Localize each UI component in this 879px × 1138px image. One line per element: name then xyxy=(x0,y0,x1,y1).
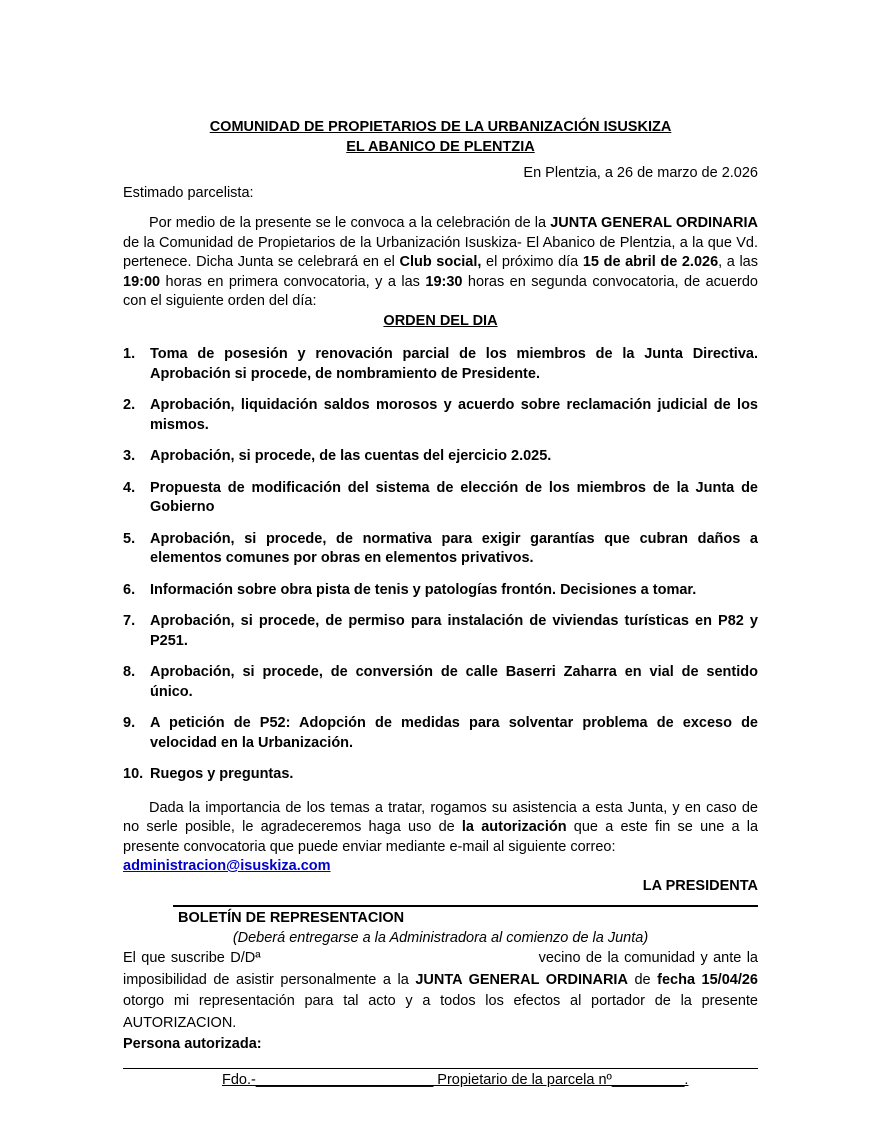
agenda-item-number: 2. xyxy=(123,397,136,413)
second-call-time: 19:30 xyxy=(425,273,463,290)
agenda-item-number: 8. xyxy=(123,664,136,680)
agenda-item-number: 1. xyxy=(123,346,136,362)
agenda-item-6 xyxy=(123,581,758,601)
agenda-item-4 xyxy=(123,479,758,518)
agenda-item-5 xyxy=(123,530,758,569)
agenda-item-text: Toma de posesión y renovación parcial de los miembros de la Junta Directiva. Aprobación si procede, de nombramiento de Presidente. xyxy=(150,346,758,382)
club-social-text: Club social, xyxy=(399,254,482,270)
agenda-item-number: 4. xyxy=(123,479,136,496)
intro-text: , a las xyxy=(718,254,758,270)
agenda-item-7 xyxy=(123,612,758,651)
agenda-item-number: 10. xyxy=(123,766,144,782)
intro-text: horas en segunda convocatoria, de acuerdo con el siguiente orden del día: xyxy=(123,273,758,309)
junta-general-ordinaria-text: JUNTA GENERAL ORDINARIA xyxy=(415,971,628,988)
boletin-text: otorgo mi representación para tal acto y a todos los efectos al portador de la presente AUTORIZACION. xyxy=(123,993,758,1031)
salutation: Estimado parcelista: xyxy=(123,184,254,201)
agenda-item-text: Información sobre obra pista de tenis y patologías frontón. Decisiones a tomar. xyxy=(150,581,697,598)
email-link[interactable]: administracion@isuskiza.com xyxy=(123,858,331,874)
closing-text: que a este fin se une a la presente convocatoria que puede enviar mediante e-mail al siguiente correo: xyxy=(123,819,759,855)
boletin-title: BOLETÍN DE REPRESENTACION xyxy=(178,910,405,926)
meeting-date-text: 15 de abril de 2.026 xyxy=(582,254,719,270)
boletin-text: vecino de la comunidad y ante la imposibilidad de asistir personalmente a la xyxy=(123,950,758,988)
agenda-item-number: 5. xyxy=(123,530,136,547)
agenda-list xyxy=(123,345,758,785)
intro-text: horas en primera convocatoria, y a las xyxy=(160,273,426,290)
agenda-item-10 xyxy=(123,765,758,785)
agenda-item-number: 7. xyxy=(123,613,136,629)
closing-text: Dada la importancia de los temas a tratar, rogamos su asistencia a esta Junta, y en caso de no serle posible, le agradeceremos haga uso de xyxy=(123,799,758,835)
intro-text: de la Comunidad de Propietarios de la Urbanización Isuskiza- El Abanico de Plentzia, a la que Vd. pertenece. Dicha Junta se celebrará en el xyxy=(123,234,758,270)
agenda-item-number: 9. xyxy=(123,715,136,731)
intro-text: el próximo día xyxy=(481,254,583,270)
agenda-item-number: 3. xyxy=(123,448,136,464)
boletin-body-paragraph xyxy=(123,948,758,1034)
agenda-title: ORDEN DEL DIA xyxy=(383,312,498,329)
autorizacion-text: la autorización xyxy=(461,819,567,835)
email-line xyxy=(123,857,758,877)
agenda-item-text: Aprobación, si procede, de las cuentas del ejercicio 2.025. xyxy=(150,448,552,464)
first-call-time: 19:00 xyxy=(123,273,161,290)
persona-autorizada-label: Persona autorizada: xyxy=(123,1036,262,1052)
intro-text: Por medio de la presente se le convoca a la celebración de la xyxy=(149,215,551,231)
agenda-item-2 xyxy=(123,396,758,435)
fdo-signature-line: Fdo.-______________________ Propietario de la parcela nº_________. xyxy=(222,1071,689,1088)
president-signature-label: LA PRESIDENTA xyxy=(642,877,758,894)
fecha-text: fecha 15/04/26 xyxy=(657,971,759,988)
agenda-item-text: Aprobación, si procede, de conversión de calle Baserri Zaharra en vial de sentido único. xyxy=(150,664,758,700)
date-line: En Plentzia, a 26 de marzo de 2.026 xyxy=(523,165,758,181)
suscribe-text: El que suscribe D/Dª xyxy=(123,950,261,966)
agenda-item-3 xyxy=(123,447,758,467)
agenda-item-text: Aprobación, si procede, de permiso para instalación de viviendas turísticas en P82 y P251. xyxy=(150,613,758,649)
agenda-item-text: A petición de P52: Adopción de medidas para solventar problema de exceso de velocidad en la Urbanización. xyxy=(150,715,758,751)
closing-paragraph xyxy=(123,799,758,858)
boletin-text: de xyxy=(627,971,658,988)
agenda-item-8 xyxy=(123,663,758,702)
document-title-line2: EL ABANICO DE PLENTZIA xyxy=(346,138,535,155)
intro-paragraph xyxy=(123,214,758,312)
agenda-item-9 xyxy=(123,714,758,753)
boletin-note: (Deberá entregarse a la Administradora al comienzo de la Junta) xyxy=(232,929,649,946)
agenda-item-text: Propuesta de modificación del sistema de elección de los miembros de la Junta de Gobierno xyxy=(150,479,758,515)
agenda-item-number: 6. xyxy=(123,581,136,598)
agenda-item-text: Aprobación, liquidación saldos morosos y acuerdo sobre reclamación judicial de los mismos. xyxy=(150,397,758,433)
junta-general-ordinaria-text: JUNTA GENERAL ORDINARIA xyxy=(550,215,758,231)
document-title-line1: COMUNIDAD DE PROPIETARIOS DE LA URBANIZACIÓN ISUSKIZA xyxy=(209,119,672,135)
section-divider-line xyxy=(173,905,758,907)
signature-rule-line xyxy=(123,1068,758,1069)
agenda-item-text: Ruegos y preguntas. xyxy=(150,766,294,782)
agenda-item-text: Aprobación, si procede, de normativa para exigir garantías que cubran daños a elementos comunes por obras en elementos privativos. xyxy=(150,530,758,566)
agenda-item-1 xyxy=(123,345,758,384)
